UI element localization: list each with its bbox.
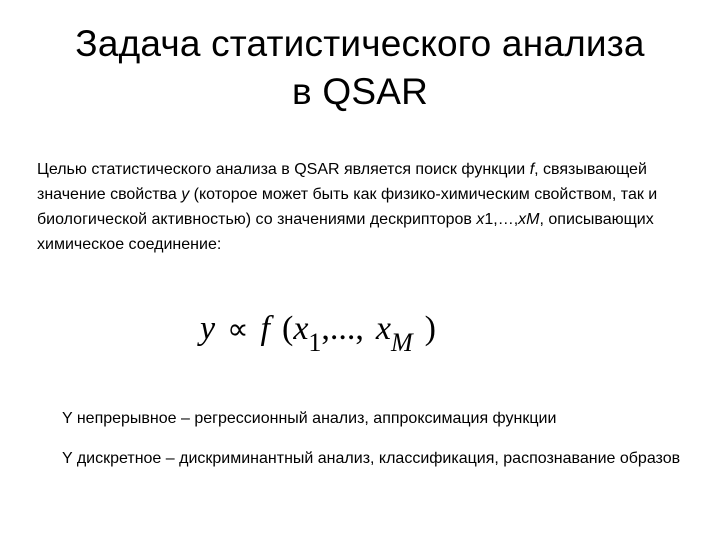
- formula-x1: x: [293, 310, 309, 347]
- intro-property-y: y: [181, 186, 190, 203]
- formula: [200, 310, 436, 370]
- formula-y: y: [200, 310, 216, 347]
- title-line-2: в QSAR: [292, 71, 428, 112]
- slide-title: [20, 20, 700, 116]
- formula-xm: x: [375, 310, 391, 347]
- formula-proportional: ∝: [227, 313, 249, 346]
- intro-text-4: 1,…,: [484, 211, 519, 228]
- intro-paragraph: [37, 157, 697, 257]
- intro-function-f: f: [529, 161, 535, 178]
- case-discrete: Y дискретное – дискриминантный анализ, классификация, распознавание образов: [62, 450, 681, 467]
- formula-dots: ,...,: [321, 310, 364, 347]
- intro-text-1: Целью статистического анализа в QSAR является поиск функции: [37, 161, 530, 178]
- formula-f: f: [260, 310, 270, 347]
- formula-close-paren: ): [424, 310, 436, 347]
- formula-sub-m: M: [391, 328, 413, 357]
- formula-open-paren: (: [281, 310, 294, 347]
- title-line-1: Задача статистического анализа: [75, 23, 645, 64]
- intro-descriptor-xm: xM: [518, 211, 540, 228]
- formula-sub-1: 1: [308, 328, 322, 357]
- intro-text-5: , описывающих химическое соединение:: [37, 211, 654, 253]
- case-continuous: Y непрерывное – регрессионный анализ, аппроксимация функции: [62, 410, 557, 427]
- intro-descriptor-x: x: [476, 211, 485, 228]
- intro-text-3: (которое может быть как физико-химическим свойством, так и биологической активностью) со значениями дескрипторов: [37, 186, 658, 228]
- intro-text-2: , связывающей значение свойства: [37, 161, 647, 203]
